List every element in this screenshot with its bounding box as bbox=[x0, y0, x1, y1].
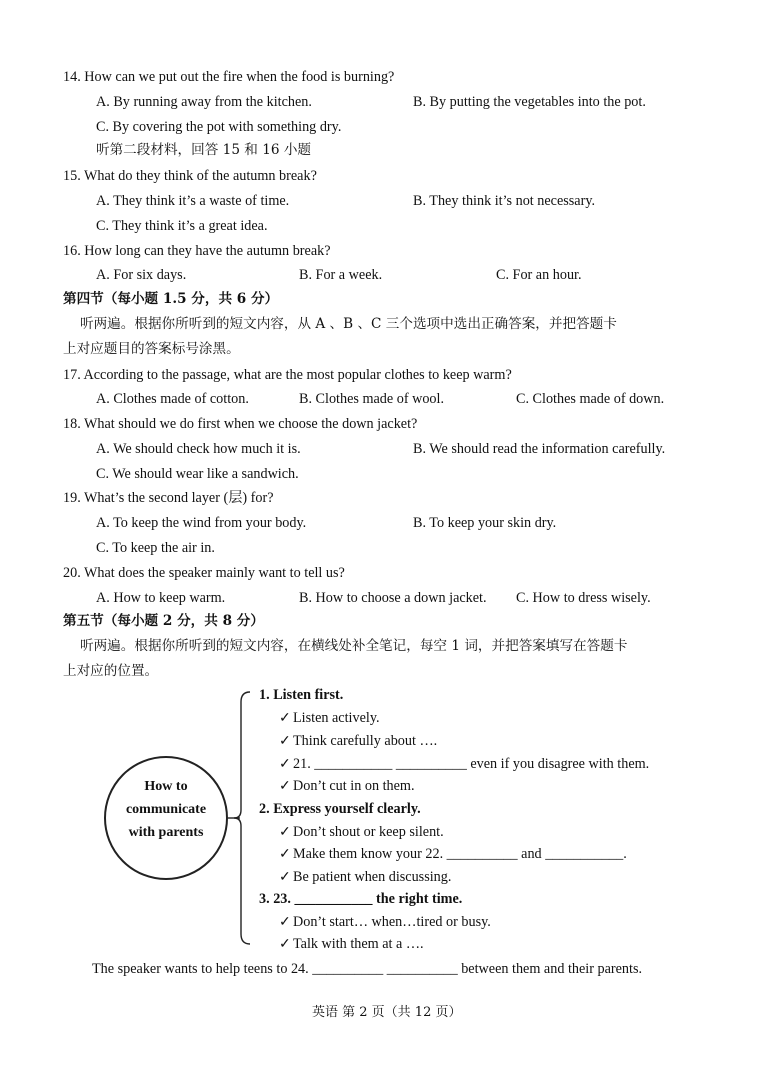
h2-item-1-text: Don’t shout or keep silent. bbox=[293, 824, 444, 840]
section5-title: 第五节（每小题 2 分，共 8 分） bbox=[63, 613, 264, 629]
check-icon: ✓ bbox=[279, 846, 291, 862]
h2-item-3 bbox=[279, 870, 451, 884]
q14-stem: 14. How can we put out the fire when the food is burning? bbox=[63, 69, 395, 85]
circle-text-line3: with parents bbox=[128, 825, 204, 840]
section4-title: 第四节（每小题 1.5 分，共 6 分） bbox=[63, 291, 279, 307]
q15-option-c: C. They think it’s a great idea. bbox=[96, 218, 268, 234]
blank-23-line: ___________ bbox=[294, 891, 373, 907]
q19-option-b: B. To keep your skin dry. bbox=[413, 515, 557, 531]
q19-option-a: A. To keep the wind from your body. bbox=[96, 515, 307, 531]
h3-item-2 bbox=[279, 937, 424, 951]
check-icon: ✓ bbox=[279, 824, 291, 840]
section4-instruction-line1: 听两遍。根据你所听到的短文内容，从 A 、B 、C 三个选项中选出正确答案，并把答题卡 bbox=[80, 316, 617, 332]
q15-stem: 15. What do they think of the autumn break? bbox=[63, 168, 317, 184]
q17-option-a: A. Clothes made of cotton. bbox=[96, 391, 249, 407]
q20-option-b: B. How to choose a down jacket. bbox=[299, 590, 487, 606]
h1-item-2 bbox=[279, 734, 437, 748]
topic-circle bbox=[104, 756, 228, 880]
h1-item-4-text: Don’t cut in on them. bbox=[293, 778, 415, 794]
check-icon: ✓ bbox=[279, 710, 291, 726]
check-icon: ✓ bbox=[279, 936, 291, 952]
q20-option-c: C. How to dress wisely. bbox=[516, 590, 651, 606]
q16-option-c: C. For an hour. bbox=[496, 267, 582, 283]
heading-express-yourself: 2. Express yourself clearly. bbox=[259, 801, 421, 817]
blank-23-number: 3. 23. bbox=[259, 891, 295, 907]
q14-option-a: A. By running away from the kitchen. bbox=[96, 94, 312, 110]
q20-stem: 20. What does the speaker mainly want to tell us? bbox=[63, 565, 345, 581]
h1-item-1 bbox=[279, 711, 380, 725]
h1-item-1-text: Listen actively. bbox=[293, 710, 380, 726]
section5-instruction-line1: 听两遍。根据你所听到的短文内容，在横线处补全笔记，每空 1 词，并把答案填写在答题卡 bbox=[80, 638, 628, 654]
q18-stem: 18. What should we do first when we choose the down jacket? bbox=[63, 416, 418, 432]
section5-instruction-line2: 上对应的位置。 bbox=[63, 663, 159, 679]
h3-item-2-text: Talk with them at a …. bbox=[293, 936, 424, 952]
q16-option-a: A. For six days. bbox=[96, 267, 187, 283]
summary-sentence: The speaker wants to help teens to 24. __________ __________ between them and their parents. bbox=[92, 961, 643, 977]
q18-option-a: A. We should check how much it is. bbox=[96, 441, 301, 457]
q16-option-b: B. For a week. bbox=[299, 267, 383, 283]
q15-option-b: B. They think it’s not necessary. bbox=[413, 193, 596, 209]
part2-note: 听第二段材料，回答 15 和 16 小题 bbox=[96, 142, 312, 158]
h2-item-1 bbox=[279, 825, 444, 839]
connector-brace bbox=[226, 686, 256, 950]
page-footer: 英语 第 2 页（共 12 页） bbox=[312, 1005, 462, 1020]
q14-option-c: C. By covering the pot with something dry. bbox=[96, 119, 342, 135]
q18-option-b: B. We should read the information carefully. bbox=[413, 441, 666, 457]
heading-listen-first: 1. Listen first. bbox=[259, 687, 344, 703]
section4-instruction-line2: 上对应题目的答案标号涂黑。 bbox=[63, 341, 240, 357]
heading-right-time-text: the right time. bbox=[372, 891, 463, 907]
check-icon: ✓ bbox=[279, 869, 291, 885]
h1-item-3 bbox=[279, 757, 649, 771]
brace-path bbox=[234, 692, 250, 944]
blank-21-text: 21. ___________ __________ even if you disagree with them. bbox=[293, 756, 650, 772]
h2-item-2 bbox=[279, 847, 627, 861]
q18-option-c: C. We should wear like a sandwich. bbox=[96, 466, 299, 482]
check-icon: ✓ bbox=[279, 756, 291, 772]
h1-item-2-text: Think carefully about …. bbox=[293, 733, 438, 749]
h3-item-1 bbox=[279, 915, 491, 929]
q20-option-a: A. How to keep warm. bbox=[96, 590, 226, 606]
heading-right-time bbox=[259, 892, 462, 906]
q15-option-a: A. They think it’s a waste of time. bbox=[96, 193, 290, 209]
check-icon: ✓ bbox=[279, 733, 291, 749]
q17-stem: 17. According to the passage, what are the most popular clothes to keep warm? bbox=[63, 367, 512, 383]
h3-item-1-text: Don’t start… when…tired or busy. bbox=[293, 914, 491, 930]
q19-stem: 19. What’s the second layer (层) for? bbox=[63, 490, 274, 506]
h1-item-4 bbox=[279, 779, 415, 793]
q14-option-b: B. By putting the vegetables into the pot. bbox=[413, 94, 646, 110]
blank-22-text: Make them know your 22. __________ and ___________. bbox=[293, 846, 627, 862]
h2-item-3-text: Be patient when discussing. bbox=[293, 869, 452, 885]
q17-option-c: C. Clothes made of down. bbox=[516, 391, 665, 407]
circle-text-line1: How to bbox=[144, 779, 188, 794]
q19-option-c: C. To keep the air in. bbox=[96, 540, 215, 556]
q16-stem: 16. How long can they have the autumn break? bbox=[63, 243, 331, 259]
q17-option-b: B. Clothes made of wool. bbox=[299, 391, 445, 407]
check-icon: ✓ bbox=[279, 778, 291, 794]
circle-text-line2: communicate bbox=[125, 802, 207, 817]
check-icon: ✓ bbox=[279, 914, 291, 930]
